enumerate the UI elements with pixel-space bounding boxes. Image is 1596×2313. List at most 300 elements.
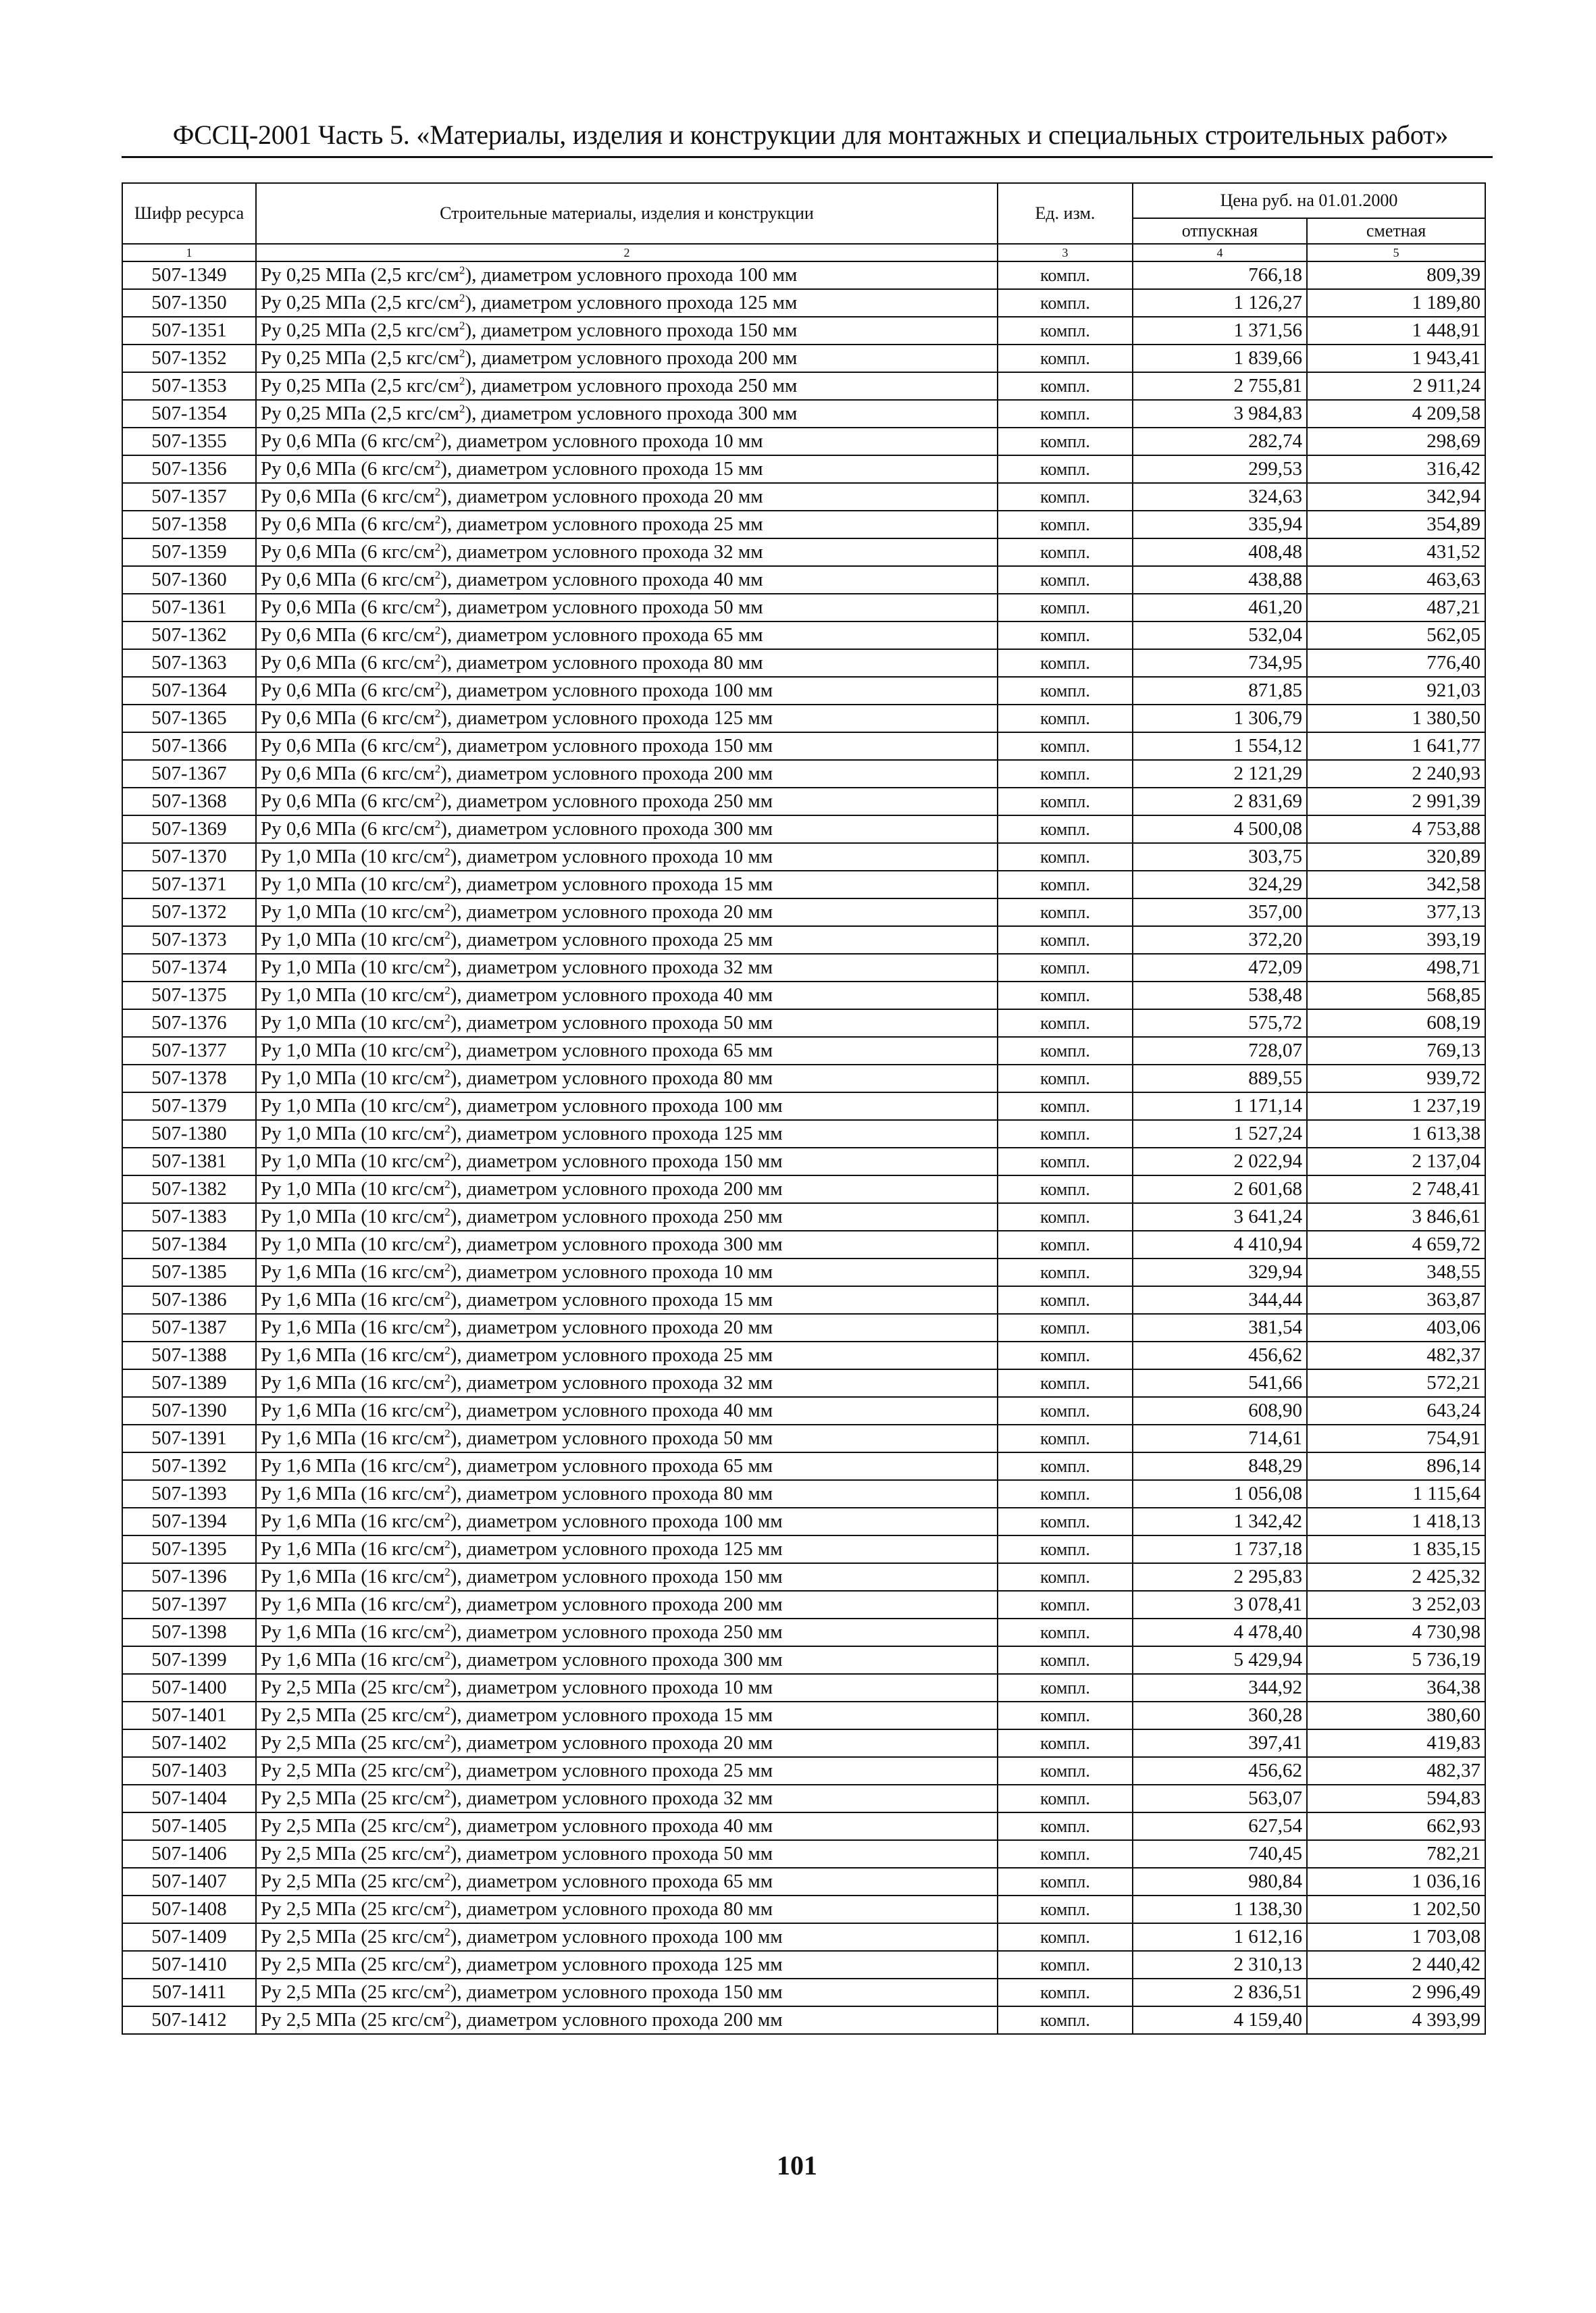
price-release: 438,88 <box>1133 566 1307 594</box>
table-row <box>122 732 1485 760</box>
price-release: 1 138,30 <box>1133 1896 1307 1923</box>
description-prefix: Ру 1,0 МПа (10 кгс/см <box>261 1234 445 1255</box>
resource-code: 507-1385 <box>122 1259 256 1286</box>
price-estimate: 1 703,08 <box>1307 1923 1485 1951</box>
unit-exponent: 2 <box>434 540 441 554</box>
unit-of-measure: компл. <box>998 455 1133 483</box>
unit-exponent: 2 <box>459 402 465 415</box>
price-estimate: 2 240,93 <box>1307 760 1485 788</box>
price-estimate: 572,21 <box>1307 1369 1485 1397</box>
description-suffix: ), диаметром условного прохода 15 мм <box>450 873 773 895</box>
price-estimate: 2 911,24 <box>1307 372 1485 400</box>
material-description <box>256 732 998 760</box>
resource-code: 507-1367 <box>122 760 256 788</box>
unit-exponent: 2 <box>434 651 441 665</box>
price-release: 1 839,66 <box>1133 345 1307 372</box>
unit-exponent: 2 <box>444 1344 451 1357</box>
description-prefix: Ру 2,5 МПа (25 кгс/см <box>261 1871 445 1892</box>
resource-code: 507-1382 <box>122 1175 256 1203</box>
price-release: 2 836,51 <box>1133 1979 1307 2006</box>
table-row <box>122 1452 1485 1480</box>
material-description <box>256 954 998 982</box>
description-prefix: Ру 2,5 МПа (25 кгс/см <box>261 1677 445 1698</box>
price-estimate: 1 448,91 <box>1307 317 1485 345</box>
unit-of-measure: компл. <box>998 1065 1133 1092</box>
unit-exponent: 2 <box>444 1676 451 1689</box>
description-prefix: Ру 2,5 МПа (25 кгс/см <box>261 1954 445 1975</box>
description-suffix: ), диаметром условного прохода 25 мм <box>440 513 763 535</box>
material-description <box>256 1591 998 1619</box>
unit-of-measure: компл. <box>998 1342 1133 1369</box>
material-description <box>256 1646 998 1674</box>
unit-exponent: 2 <box>444 1233 451 1246</box>
description-prefix: Ру 2,5 МПа (25 кгс/см <box>261 1898 445 1920</box>
price-release: 397,41 <box>1133 1729 1307 1757</box>
price-release: 1 737,18 <box>1133 1535 1307 1563</box>
unit-exponent: 2 <box>459 374 465 388</box>
material-description <box>256 1175 998 1203</box>
resource-code: 507-1351 <box>122 317 256 345</box>
table-row <box>122 1868 1485 1896</box>
unit-of-measure: компл. <box>998 1923 1133 1951</box>
price-release: 1 554,12 <box>1133 732 1307 760</box>
table-row <box>122 1259 1485 1286</box>
description-suffix: ), диаметром условного прохода 150 мм <box>440 735 773 757</box>
unit-of-measure: компл. <box>998 1425 1133 1452</box>
price-estimate: 393,19 <box>1307 926 1485 954</box>
price-estimate: 1 189,80 <box>1307 289 1485 317</box>
unit-exponent: 2 <box>444 1621 451 1634</box>
material-description <box>256 317 998 345</box>
price-estimate: 1 835,15 <box>1307 1535 1485 1563</box>
table-row <box>122 2006 1485 2034</box>
unit-exponent: 2 <box>444 1759 451 1773</box>
unit-of-measure: компл. <box>998 289 1133 317</box>
description-suffix: ), диаметром условного прохода 20 мм <box>450 1317 773 1338</box>
col-number: 4 <box>1133 244 1307 261</box>
price-release: 2 601,68 <box>1133 1175 1307 1203</box>
table-row <box>122 1812 1485 1840</box>
unit-exponent: 2 <box>444 1704 451 1717</box>
table-row <box>122 345 1485 372</box>
unit-of-measure: компл. <box>998 1868 1133 1896</box>
description-suffix: ), диаметром условного прохода 300 мм <box>440 818 773 840</box>
resource-code: 507-1356 <box>122 455 256 483</box>
resource-code: 507-1352 <box>122 345 256 372</box>
description-prefix: Ру 0,6 МПа (6 кгс/см <box>261 790 435 812</box>
material-description <box>256 2006 998 2034</box>
description-suffix: ), диаметром условного прохода 250 мм <box>450 1206 783 1227</box>
price-estimate: 2 440,42 <box>1307 1951 1485 1979</box>
price-estimate: 776,40 <box>1307 649 1485 677</box>
material-description <box>256 1840 998 1868</box>
unit-exponent: 2 <box>444 845 451 859</box>
table-row <box>122 1175 1485 1203</box>
material-description <box>256 1065 998 1092</box>
description-suffix: ), диаметром условного прохода 20 мм <box>450 901 773 923</box>
resource-code: 507-1384 <box>122 1231 256 1259</box>
material-description <box>256 1203 998 1231</box>
description-suffix: ), диаметром условного прохода 65 мм <box>450 1040 773 1061</box>
material-description <box>256 1563 998 1591</box>
unit-of-measure: компл. <box>998 1369 1133 1397</box>
price-release: 2 295,83 <box>1133 1563 1307 1591</box>
price-release: 608,90 <box>1133 1397 1307 1425</box>
material-description <box>256 1619 998 1646</box>
unit-exponent: 2 <box>444 1537 451 1551</box>
description-prefix: Ру 1,6 МПа (16 кгс/см <box>261 1317 445 1338</box>
resource-code: 507-1405 <box>122 1812 256 1840</box>
unit-of-measure: компл. <box>998 428 1133 455</box>
price-estimate: 2 996,49 <box>1307 1979 1485 2006</box>
resource-code: 507-1364 <box>122 677 256 705</box>
description-suffix: ), диаметром условного прохода 50 мм <box>450 1843 773 1864</box>
description-prefix: Ру 1,0 МПа (10 кгс/см <box>261 929 445 950</box>
price-estimate: 782,21 <box>1307 1840 1485 1868</box>
price-estimate: 1 380,50 <box>1307 705 1485 732</box>
material-description <box>256 1674 998 1702</box>
unit-of-measure: компл. <box>998 372 1133 400</box>
material-description <box>256 1259 998 1286</box>
material-description <box>256 1979 998 2006</box>
unit-of-measure: компл. <box>998 1729 1133 1757</box>
resource-code: 507-1366 <box>122 732 256 760</box>
material-description <box>256 1729 998 1757</box>
unit-exponent: 2 <box>444 1205 451 1219</box>
table-row <box>122 677 1485 705</box>
price-table <box>122 182 1486 2035</box>
price-release: 1 306,79 <box>1133 705 1307 732</box>
price-estimate: 4 753,88 <box>1307 815 1485 843</box>
unit-of-measure: компл. <box>998 1480 1133 1508</box>
price-estimate: 896,14 <box>1307 1452 1485 1480</box>
table-row <box>122 1065 1485 1092</box>
description-prefix: Ру 0,6 МПа (6 кгс/см <box>261 430 435 452</box>
table-row <box>122 289 1485 317</box>
price-estimate: 2 748,41 <box>1307 1175 1485 1203</box>
resource-code: 507-1380 <box>122 1120 256 1148</box>
material-description <box>256 1452 998 1480</box>
price-estimate: 2 991,39 <box>1307 788 1485 815</box>
description-suffix: ), диаметром условного прохода 25 мм <box>450 929 773 950</box>
price-estimate: 921,03 <box>1307 677 1485 705</box>
table-row <box>122 1037 1485 1065</box>
price-release: 2 831,69 <box>1133 788 1307 815</box>
unit-exponent: 2 <box>434 679 441 692</box>
material-description <box>256 566 998 594</box>
material-description <box>256 815 998 843</box>
material-description <box>256 760 998 788</box>
material-description <box>256 1702 998 1729</box>
resource-code: 507-1410 <box>122 1951 256 1979</box>
resource-code: 507-1354 <box>122 400 256 428</box>
unit-of-measure: компл. <box>998 1674 1133 1702</box>
resource-code: 507-1404 <box>122 1785 256 1812</box>
unit-exponent: 2 <box>444 1177 451 1191</box>
resource-code: 507-1393 <box>122 1480 256 1508</box>
unit-of-measure: компл. <box>998 898 1133 926</box>
unit-exponent: 2 <box>444 1953 451 1966</box>
resource-code: 507-1407 <box>122 1868 256 1896</box>
table-row <box>122 1508 1485 1535</box>
description-prefix: Ру 0,6 МПа (6 кгс/см <box>261 707 435 729</box>
table-row <box>122 871 1485 898</box>
price-estimate: 4 659,72 <box>1307 1231 1485 1259</box>
material-description <box>256 1286 998 1314</box>
price-release: 4 410,94 <box>1133 1231 1307 1259</box>
unit-of-measure: компл. <box>998 1979 1133 2006</box>
resource-code: 507-1401 <box>122 1702 256 1729</box>
description-suffix: ), диаметром условного прохода 50 мм <box>450 1427 773 1449</box>
table-row <box>122 261 1485 289</box>
price-estimate: 342,94 <box>1307 483 1485 511</box>
description-suffix: ), диаметром условного прохода 125 мм <box>465 292 798 313</box>
description-prefix: Ру 1,6 МПа (16 кгс/см <box>261 1566 445 1587</box>
price-estimate: 320,89 <box>1307 843 1485 871</box>
description-prefix: Ру 1,0 МПа (10 кгс/см <box>261 957 445 978</box>
unit-of-measure: компл. <box>998 815 1133 843</box>
unit-of-measure: компл. <box>998 871 1133 898</box>
unit-exponent: 2 <box>444 1454 451 1468</box>
price-release: 360,28 <box>1133 1702 1307 1729</box>
description-suffix: ), диаметром условного прохода 40 мм <box>440 569 763 590</box>
resource-code: 507-1396 <box>122 1563 256 1591</box>
description-suffix: ), диаметром условного прохода 100 мм <box>465 264 798 286</box>
resource-code: 507-1362 <box>122 621 256 649</box>
price-release: 344,44 <box>1133 1286 1307 1314</box>
price-estimate: 939,72 <box>1307 1065 1485 1092</box>
resource-code: 507-1383 <box>122 1203 256 1231</box>
material-description <box>256 1896 998 1923</box>
material-description <box>256 705 998 732</box>
description-suffix: ), диаметром условного прохода 65 мм <box>450 1455 773 1477</box>
table-row <box>122 1369 1485 1397</box>
resource-code: 507-1349 <box>122 261 256 289</box>
description-suffix: ), диаметром условного прохода 20 мм <box>450 1732 773 1754</box>
description-suffix: ), диаметром условного прохода 32 мм <box>450 1372 773 1394</box>
unit-of-measure: компл. <box>998 1314 1133 1342</box>
price-estimate: 1 237,19 <box>1307 1092 1485 1120</box>
unit-of-measure: компл. <box>998 760 1133 788</box>
description-prefix: Ру 0,6 МПа (6 кгс/см <box>261 624 435 646</box>
price-release: 848,29 <box>1133 1452 1307 1480</box>
price-estimate: 4 209,58 <box>1307 400 1485 428</box>
resource-code: 507-1355 <box>122 428 256 455</box>
table-row <box>122 1480 1485 1508</box>
material-description <box>256 1812 998 1840</box>
unit-of-measure: компл. <box>998 1840 1133 1868</box>
price-release: 303,75 <box>1133 843 1307 871</box>
description-suffix: ), диаметром условного прохода 125 мм <box>450 1538 783 1560</box>
price-release: 299,53 <box>1133 455 1307 483</box>
material-description <box>256 1092 998 1120</box>
description-prefix: Ру 0,25 МПа (2,5 кгс/см <box>261 403 460 424</box>
description-suffix: ), диаметром условного прохода 10 мм <box>440 430 763 452</box>
table-row <box>122 1702 1485 1729</box>
resource-code: 507-1398 <box>122 1619 256 1646</box>
price-release: 324,63 <box>1133 483 1307 511</box>
price-release: 734,95 <box>1133 649 1307 677</box>
price-release: 627,54 <box>1133 1812 1307 1840</box>
description-suffix: ), диаметром условного прохода 150 мм <box>465 320 798 341</box>
table-row <box>122 566 1485 594</box>
unit-of-measure: компл. <box>998 1037 1133 1065</box>
description-suffix: ), диаметром условного прохода 20 мм <box>440 486 763 507</box>
material-description <box>256 1785 998 1812</box>
price-estimate: 498,71 <box>1307 954 1485 982</box>
unit-exponent: 2 <box>459 291 465 305</box>
resource-code: 507-1357 <box>122 483 256 511</box>
description-prefix: Ру 1,0 МПа (10 кгс/см <box>261 1012 445 1034</box>
description-suffix: ), диаметром условного прохода 100 мм <box>450 1926 783 1948</box>
col-header-price: Цена руб. на 01.01.2000 <box>1133 183 1485 218</box>
unit-exponent: 2 <box>444 1925 451 1939</box>
description-suffix: ), диаметром условного прохода 15 мм <box>440 458 763 480</box>
table-row <box>122 1979 1485 2006</box>
unit-of-measure: компл. <box>998 732 1133 760</box>
resource-code: 507-1350 <box>122 289 256 317</box>
table-row <box>122 1729 1485 1757</box>
resource-code: 507-1394 <box>122 1508 256 1535</box>
material-description <box>256 1951 998 1979</box>
unit-exponent: 2 <box>444 1482 451 1496</box>
description-suffix: ), диаметром условного прохода 200 мм <box>450 1178 783 1200</box>
price-release: 2 121,29 <box>1133 760 1307 788</box>
material-description <box>256 1757 998 1785</box>
unit-exponent: 2 <box>444 1898 451 1911</box>
table-row <box>122 760 1485 788</box>
description-suffix: ), диаметром условного прохода 200 мм <box>450 1594 783 1615</box>
price-estimate: 487,21 <box>1307 594 1485 621</box>
description-prefix: Ру 0,6 МПа (6 кгс/см <box>261 486 435 507</box>
price-release: 461,20 <box>1133 594 1307 621</box>
description-prefix: Ру 1,0 МПа (10 кгс/см <box>261 846 445 867</box>
unit-of-measure: компл. <box>998 1397 1133 1425</box>
unit-of-measure: компл. <box>998 1591 1133 1619</box>
material-description <box>256 1037 998 1065</box>
table-row <box>122 898 1485 926</box>
unit-exponent: 2 <box>444 1427 451 1440</box>
description-prefix: Ру 2,5 МПа (25 кгс/см <box>261 1787 445 1809</box>
price-estimate: 1 418,13 <box>1307 1508 1485 1535</box>
resource-code: 507-1406 <box>122 1840 256 1868</box>
price-release: 372,20 <box>1133 926 1307 954</box>
price-release: 456,62 <box>1133 1342 1307 1369</box>
description-suffix: ), диаметром условного прохода 150 мм <box>450 1150 783 1172</box>
unit-of-measure: компл. <box>998 1951 1133 1979</box>
description-suffix: ), диаметром условного прохода 25 мм <box>450 1760 773 1781</box>
unit-exponent: 2 <box>444 1122 451 1136</box>
unit-of-measure: компл. <box>998 511 1133 538</box>
material-description <box>256 898 998 926</box>
price-estimate: 482,37 <box>1307 1342 1485 1369</box>
col-header-price-estimate: сметная <box>1307 218 1485 244</box>
description-prefix: Ру 1,6 МПа (16 кгс/см <box>261 1261 445 1283</box>
description-suffix: ), диаметром условного прохода 40 мм <box>450 1400 773 1421</box>
col-number: 1 <box>122 244 256 261</box>
resource-code: 507-1360 <box>122 566 256 594</box>
description-suffix: ), диаметром условного прохода 80 мм <box>440 652 763 673</box>
table-row <box>122 954 1485 982</box>
table-row <box>122 1896 1485 1923</box>
description-suffix: ), диаметром условного прохода 200 мм <box>450 2009 783 2031</box>
price-release: 541,66 <box>1133 1369 1307 1397</box>
unit-of-measure: компл. <box>998 261 1133 289</box>
page-header-title: ФССЦ-2001 Часть 5. «Материалы, изделия и конструкции для монтажных и специальных строительных работ» <box>172 120 1449 150</box>
unit-exponent: 2 <box>444 1371 451 1385</box>
price-estimate: 1 202,50 <box>1307 1896 1485 1923</box>
material-description <box>256 289 998 317</box>
table-row <box>122 483 1485 511</box>
price-estimate: 562,05 <box>1307 621 1485 649</box>
material-description <box>256 1120 998 1148</box>
description-suffix: ), диаметром условного прохода 32 мм <box>440 541 763 563</box>
unit-of-measure: компл. <box>998 1535 1133 1563</box>
unit-exponent: 2 <box>444 1510 451 1523</box>
table-row <box>122 1092 1485 1120</box>
description-prefix: Ру 1,0 МПа (10 кгс/см <box>261 1123 445 1144</box>
price-release: 472,09 <box>1133 954 1307 982</box>
resource-code: 507-1409 <box>122 1923 256 1951</box>
price-estimate: 809,39 <box>1307 261 1485 289</box>
material-description <box>256 372 998 400</box>
table-row <box>122 455 1485 483</box>
price-estimate: 363,87 <box>1307 1286 1485 1314</box>
description-suffix: ), диаметром условного прохода 10 мм <box>450 846 773 867</box>
material-description <box>256 455 998 483</box>
price-estimate: 3 846,61 <box>1307 1203 1485 1231</box>
description-suffix: ), диаметром условного прохода 200 мм <box>465 347 798 369</box>
unit-of-measure: компл. <box>998 594 1133 621</box>
description-prefix: Ру 2,5 МПа (25 кгс/см <box>261 1760 445 1781</box>
table-row <box>122 621 1485 649</box>
price-release: 575,72 <box>1133 1009 1307 1037</box>
unit-of-measure: компл. <box>998 1175 1133 1203</box>
unit-of-measure: компл. <box>998 1231 1133 1259</box>
col-header-unit: Ед. изм. <box>998 183 1133 244</box>
unit-of-measure: компл. <box>998 538 1133 566</box>
unit-exponent: 2 <box>434 790 441 803</box>
table-row <box>122 982 1485 1009</box>
material-description <box>256 926 998 954</box>
unit-of-measure: компл. <box>998 1203 1133 1231</box>
description-prefix: Ру 1,6 МПа (16 кгс/см <box>261 1510 445 1532</box>
price-estimate: 662,93 <box>1307 1812 1485 1840</box>
unit-exponent: 2 <box>434 817 441 831</box>
price-release: 766,18 <box>1133 261 1307 289</box>
price-release: 532,04 <box>1133 621 1307 649</box>
resource-code: 507-1371 <box>122 871 256 898</box>
description-prefix: Ру 0,25 МПа (2,5 кгс/см <box>261 347 460 369</box>
material-description <box>256 1148 998 1175</box>
col-number: 2 <box>256 244 998 261</box>
price-release: 1 126,27 <box>1133 289 1307 317</box>
material-description <box>256 428 998 455</box>
description-prefix: Ру 0,6 МПа (6 кгс/см <box>261 652 435 673</box>
price-release: 4 500,08 <box>1133 815 1307 843</box>
unit-of-measure: компл. <box>998 566 1133 594</box>
description-suffix: ), диаметром условного прохода 300 мм <box>450 1234 783 1255</box>
unit-of-measure: компл. <box>998 1563 1133 1591</box>
description-prefix: Ру 0,6 МПа (6 кгс/см <box>261 680 435 701</box>
description-prefix: Ру 2,5 МПа (25 кгс/см <box>261 1704 445 1726</box>
table-row <box>122 1591 1485 1619</box>
material-description <box>256 1314 998 1342</box>
description-suffix: ), диаметром условного прохода 50 мм <box>450 1012 773 1034</box>
description-prefix: Ру 1,0 МПа (10 кгс/см <box>261 1040 445 1061</box>
col-header-description: Строительные материалы, изделия и конструкции <box>256 183 998 244</box>
table-row <box>122 317 1485 345</box>
